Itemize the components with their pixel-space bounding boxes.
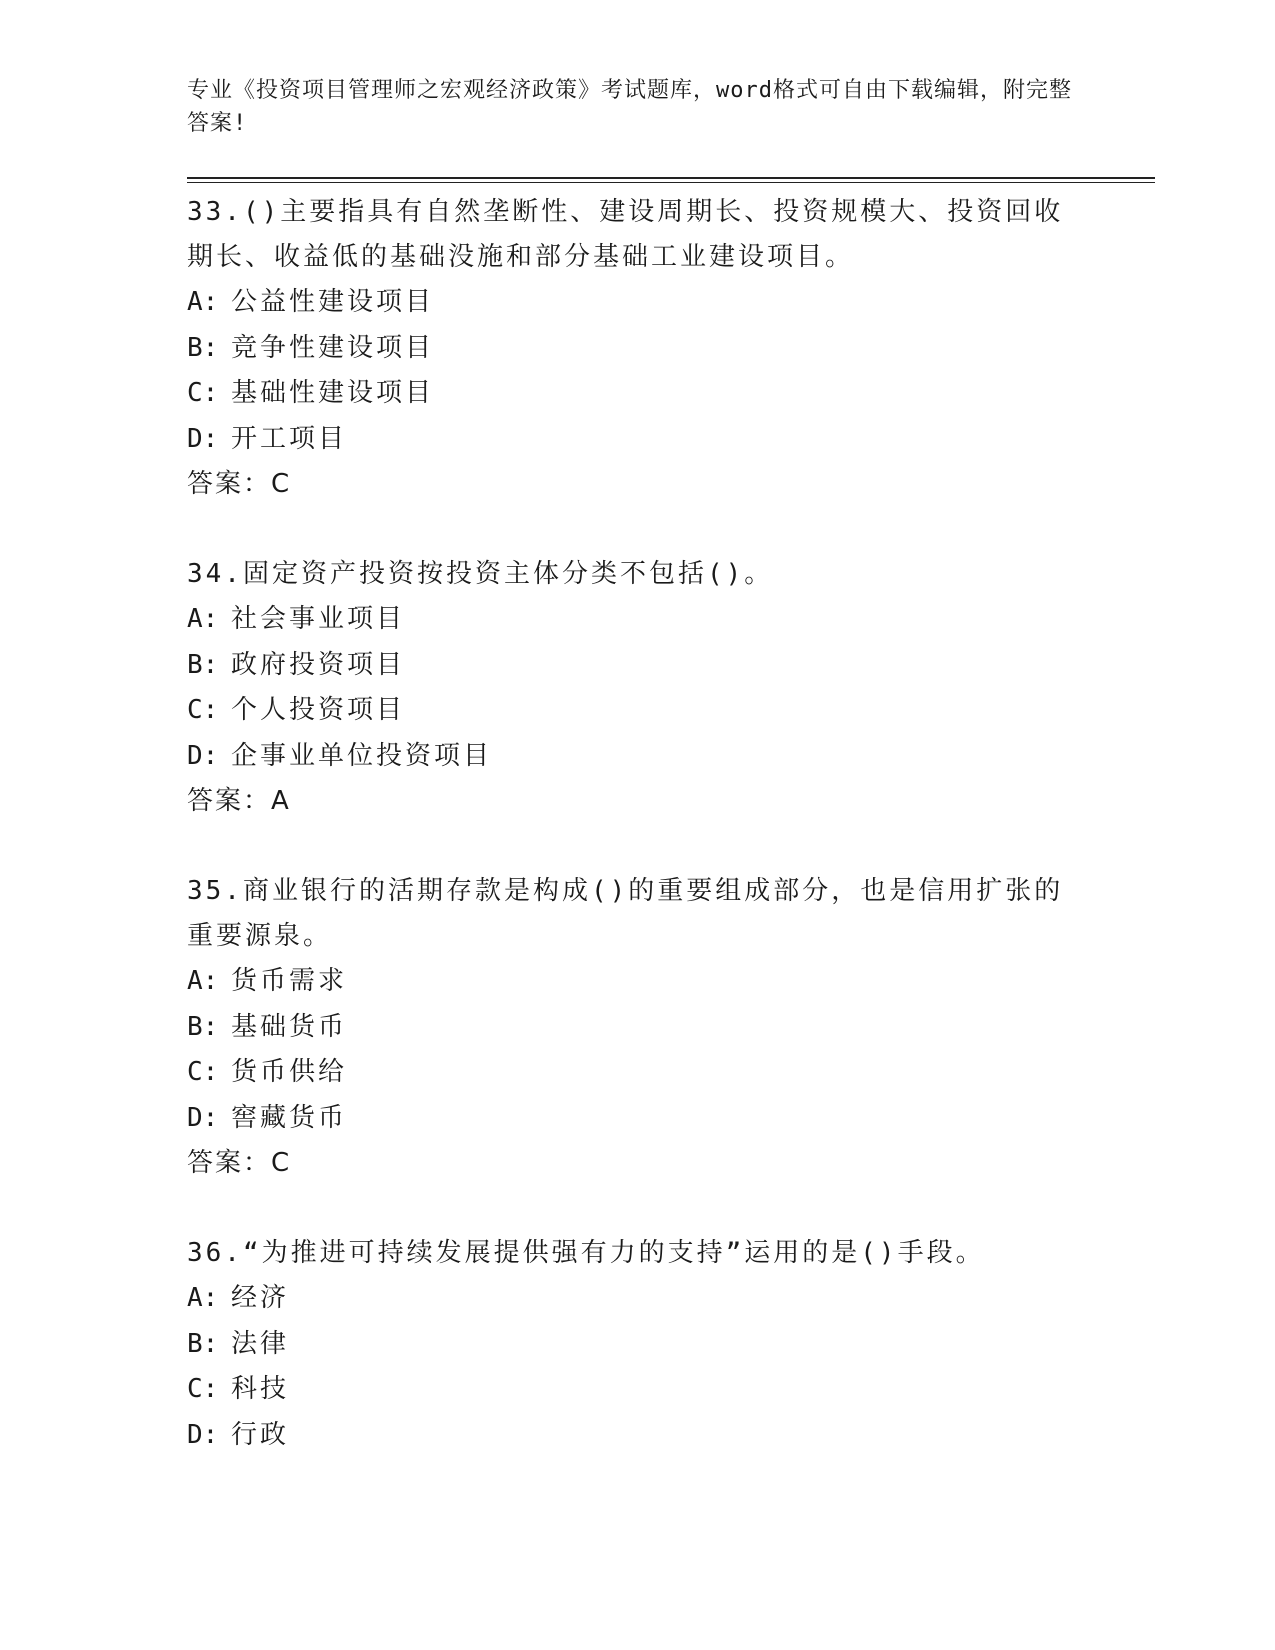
question-stem: 34.固定资产投资按投资主体分类不包括()。 xyxy=(187,559,774,589)
option-b xyxy=(187,1005,1087,1051)
option-c xyxy=(187,1050,1087,1096)
option-b xyxy=(187,643,1087,689)
option-letter: B: xyxy=(187,1328,219,1359)
option-a xyxy=(187,1276,1087,1322)
option-a xyxy=(187,280,1087,326)
option-text: 经济 xyxy=(231,1283,290,1313)
option-c xyxy=(187,1367,1087,1413)
option-letter: D: xyxy=(187,740,219,771)
option-text: 基础货币 xyxy=(231,1011,348,1042)
option-text: 货币供给 xyxy=(231,1057,348,1087)
option-letter: A: xyxy=(187,966,219,996)
option-b xyxy=(187,326,1087,372)
option-d xyxy=(187,417,1087,463)
option-text: 窖藏货币 xyxy=(231,1102,348,1133)
option-text: 行政 xyxy=(231,1419,290,1450)
question-stem: 35.商业银行的活期存款是构成()的重要组成部分，也是信用扩张的重要源泉。 xyxy=(187,876,1064,951)
option-d xyxy=(187,1096,1087,1142)
option-d xyxy=(187,734,1087,780)
option-text: 企事业单位投资项目 xyxy=(231,740,493,771)
question-34 xyxy=(187,552,1087,824)
answer-line: 答案：C xyxy=(187,1148,292,1178)
option-text: 个人投资项目 xyxy=(231,695,406,725)
question-33 xyxy=(187,190,1087,507)
header-divider xyxy=(187,177,1155,179)
question-stem: 36.“为推进可持续发展提供强有力的支持”运用的是()手段。 xyxy=(187,1238,985,1268)
answer-line: 答案：C xyxy=(187,469,292,499)
option-text: 竞争性建设项目 xyxy=(231,332,435,363)
option-b xyxy=(187,1322,1087,1368)
question-36 xyxy=(187,1231,1087,1458)
question-35 xyxy=(187,869,1087,1186)
header-divider-secondary xyxy=(187,182,1155,183)
option-letter: A: xyxy=(187,604,219,634)
option-letter: D: xyxy=(187,423,219,454)
option-text: 政府投资项目 xyxy=(231,649,406,680)
option-text: 公益性建设项目 xyxy=(231,287,435,317)
option-d xyxy=(187,1413,1087,1459)
option-letter: A: xyxy=(187,1283,219,1313)
option-text: 开工项目 xyxy=(231,423,348,454)
option-letter: C: xyxy=(187,695,219,725)
option-letter: C: xyxy=(187,1057,219,1087)
question-list xyxy=(187,190,1087,1503)
option-text: 科技 xyxy=(231,1374,290,1404)
option-letter: B: xyxy=(187,332,219,363)
answer-line: 答案：A xyxy=(187,786,291,816)
option-letter: B: xyxy=(187,649,219,680)
option-c xyxy=(187,688,1087,734)
option-a xyxy=(187,959,1087,1005)
option-letter: A: xyxy=(187,287,219,317)
option-text: 货币需求 xyxy=(231,966,348,996)
document-header-note: 专业《投资项目管理师之宏观经济政策》考试题库，word格式可自由下载编辑，附完整答案! xyxy=(187,78,1072,136)
option-a xyxy=(187,597,1087,643)
option-letter: D: xyxy=(187,1102,219,1133)
option-text: 法律 xyxy=(231,1328,290,1359)
option-letter: C: xyxy=(187,378,219,408)
option-text: 社会事业项目 xyxy=(231,604,406,634)
option-letter: D: xyxy=(187,1419,219,1450)
option-text: 基础性建设项目 xyxy=(231,378,435,408)
option-letter: C: xyxy=(187,1374,219,1404)
option-c xyxy=(187,371,1087,417)
question-stem: 33.()主要指具有自然垄断性、建设周期长、投资规模大、投资回收期长、收益低的基础没施和部分基础工业建设项目。 xyxy=(187,197,1064,272)
option-letter: B: xyxy=(187,1011,219,1042)
